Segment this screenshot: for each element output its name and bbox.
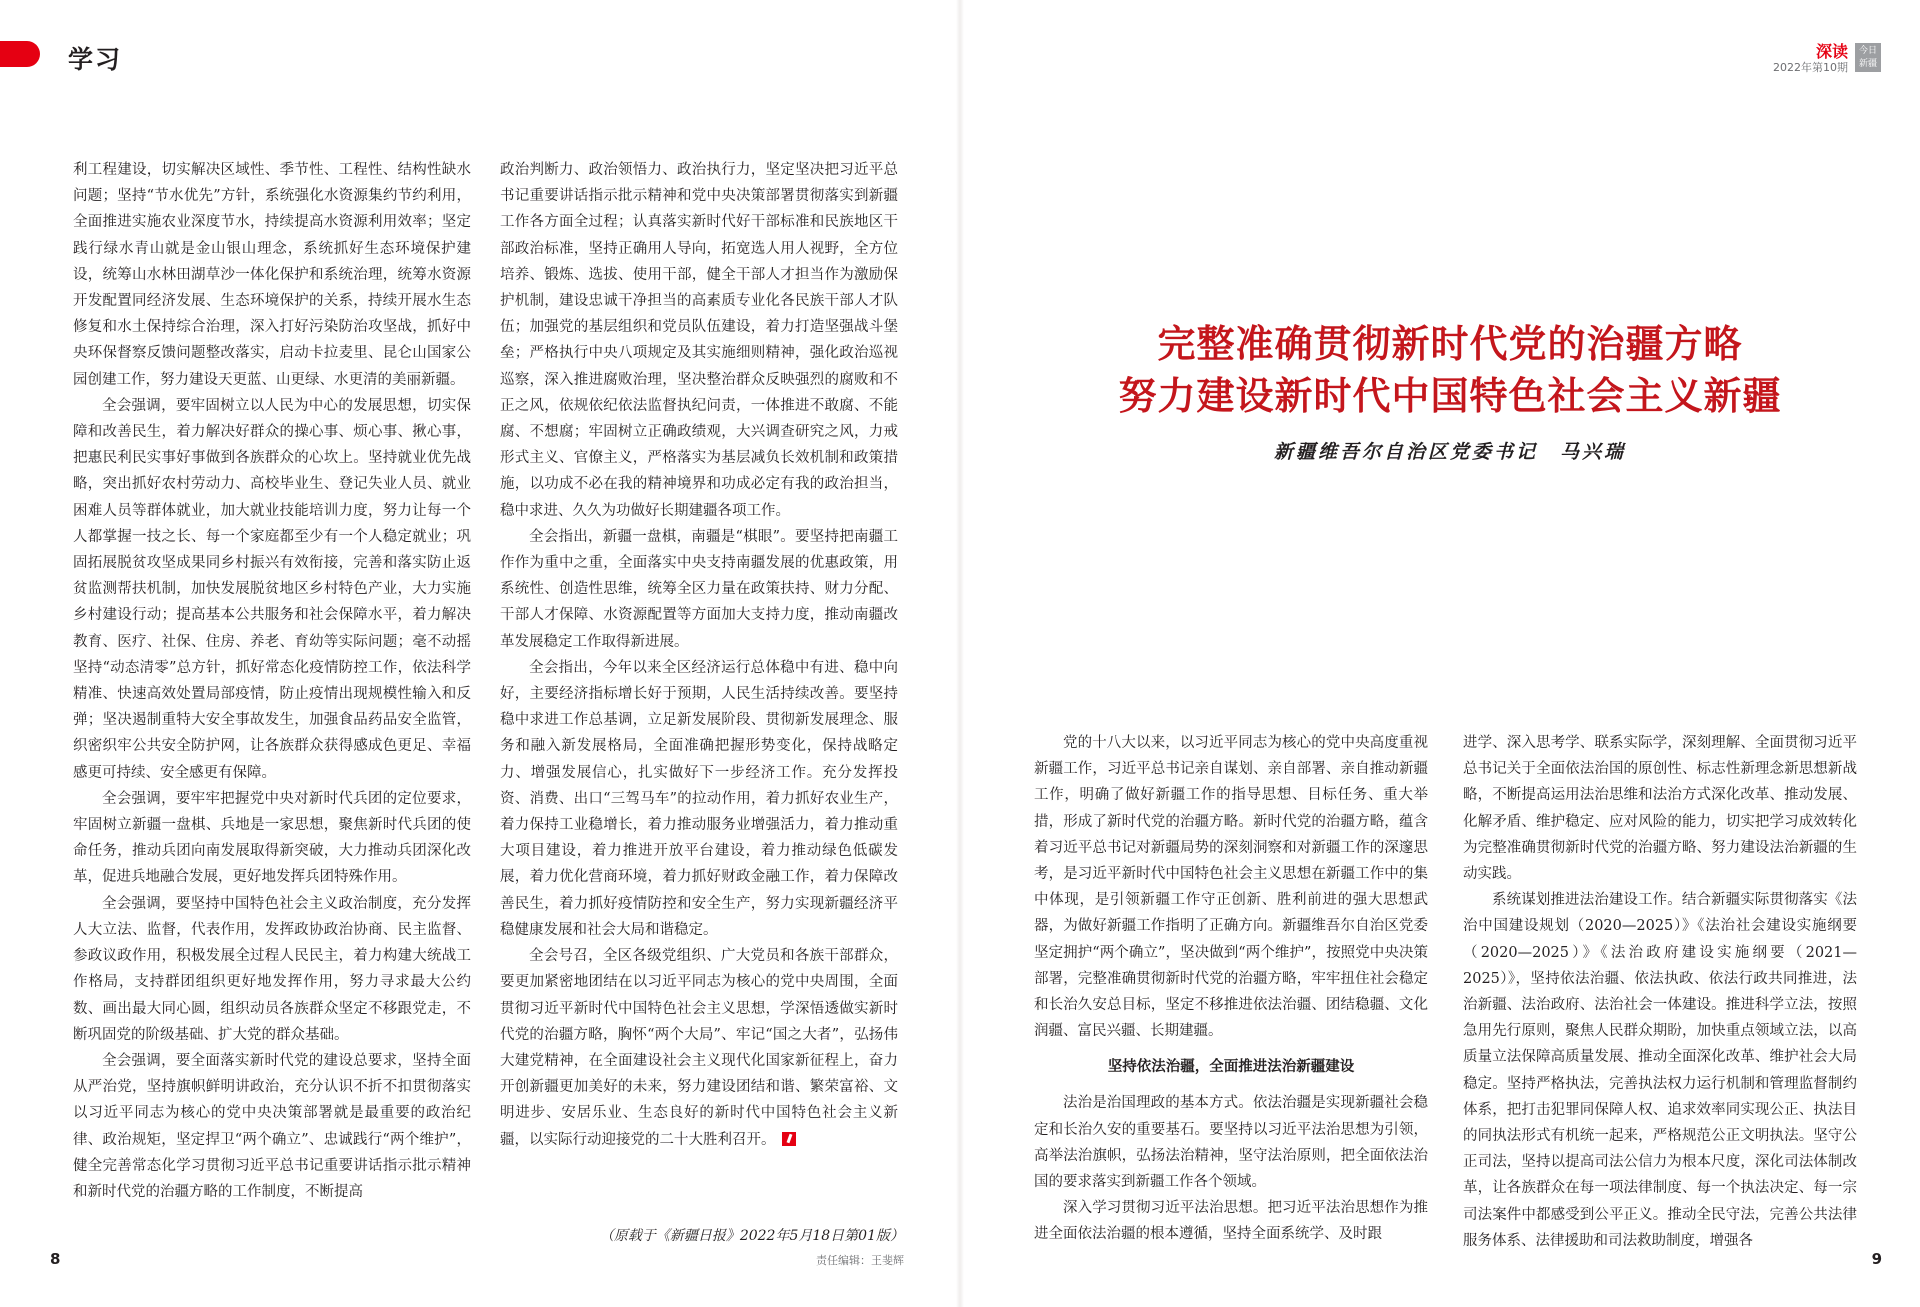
page-number-right: 9 <box>1871 1250 1882 1268</box>
paragraph: 法治是治国理政的基本方式。依法治疆是实现新疆社会稳定和长治久安的重要基石。要坚持以习近平法治思想为引领，高举法治旗帜，弘扬法治精神，坚守法治原则，把全面依法治国的要求落实到新疆工作各个领域。 <box>1034 1095 1428 1191</box>
section-title: 学习 <box>68 45 123 74</box>
magazine-logo <box>1855 43 1881 72</box>
magazine-header <box>1773 43 1881 74</box>
left-page-column-1 <box>73 157 471 1205</box>
paragraph: 系统谋划推进法治建设工作。结合新疆实际贯彻落实《法治中国建设规划（2020—2025）》《法治社会建设实施纲要（2020—2025）》《法治政府建设实施纲要（2021—2025）》，坚持依法治疆、依法执政、依法行政共同推进，法治新疆、法治政府、法治社会一体建设。推进科学立法，按照急用先行原则，聚焦人民群众期盼，加快重点领域立法，以高质量立法保障高质量发展、推动全面深化改革、维护社会大局稳定。坚持严格执法，完善执法权力运行机制和管理监督制约体系，把打击犯罪同保障人权、追求效率同实现公正、执法目的同执法形式有机统一起来，严格规范公正文明执法。坚守公正司法，坚持以提高司法公信力为根本尺度，深化司法体制改革，让各族群众在每一项法律制度、每一个执法决定、每一宗司法案件中都感受到公平正义。推动全民守法，完善公共法律服务体系、法律援助和司法救助制度，增强各 <box>1463 892 1857 1249</box>
header-text-block <box>1773 43 1848 74</box>
article-title <box>1040 318 1860 422</box>
responsible-editor: 责任编辑：王斐辉 <box>816 1254 904 1267</box>
article-end-icon <box>782 1132 796 1146</box>
magazine-logo-text: 今日 新疆 <box>1858 46 1877 69</box>
paragraph: 深入学习贯彻习近平法治思想。把习近平法治思想作为推进全面依法治疆的根本遵循，坚持全面系统学、及时跟 <box>1034 1200 1428 1243</box>
issue-number: 2022年第10期 <box>1773 61 1848 74</box>
paragraph: 政治判断力、政治领悟力、政治执行力，坚定坚决把习近平总书记重要讲话指示批示精神和党中央决策部署贯彻落实到新疆工作各方面全过程；认真落实新时代好干部标准和民族地区干部政治标准，坚持正确用人导向，拓宽选人用人视野，全方位培养、锻炼、选拔、使用干部，健全干部人才担当作为激励保护机制，建设忠诚干净担当的高素质专业化各民族干部人才队伍；加强党的基层组织和党员队伍建设，着力打造坚强战斗堡垒；严格执行中央八项规定及其实施细则精神，强化政治巡视巡察，深入推进腐败治理，坚决整治群众反映强烈的腐败和不正之风，依规依纪依法监督执纪问责，一体推进不敢腐、不能腐、不想腐；牢固树立正确政绩观，大兴调查研究之风，力戒形式主义、官僚主义，严格落实为基层减负长效机制和政策措施，以功成不必在我的精神境界和功成必定有我的政治担当，稳中求进、久久为功做好长期建疆各项工作。 <box>500 162 898 519</box>
paragraph: 全会指出，新疆一盘棋，南疆是“棋眼”。要坚持把南疆工作作为重中之重，全面落实中央支持南疆发展的优惠政策，用系统性、创造性思维，统筹全区力量在政策扶持、财力分配、干部人才保障、水资源配置等方面加大支持力度，推动南疆改革发展稳定工作取得新进展。 <box>500 528 898 650</box>
left-page-column-2 <box>500 157 898 1153</box>
paragraph: 全会强调，要牢固树立以人民为中心的发展思想，切实保障和改善民生，着力解决好群众的操心事、烦心事、揪心事，把惠民利民实事好事做到各族群众的心坎上。坚持就业优先战略，突出抓好农村劳动力、高校毕业生、登记失业人员、就业困难人员等群体就业，加大就业技能培训力度，努力让每一个人都掌握一技之长、每一个家庭都至少有一个人稳定就业；巩固拓展脱贫攻坚成果同乡村振兴有效衔接，完善和落实防止返贫监测帮扶机制，加快发展脱贫地区乡村特色产业，大力实施乡村建设行动；提高基本公共服务和社会保障水平，着力解决教育、医疗、社保、住房、养老、育幼等实际问题；毫不动摇坚持“动态清零”总方针，抓好常态化疫情防控工作，依法科学精准、快速高效处置局部疫情，防止疫情出现规模性输入和反弹；坚决遏制重特大安全事故发生，加强食品药品安全监管，织密织牢公共安全防护网，让各族群众获得感成色更足、幸福感更可持续、安全感更有保障。 <box>73 397 471 781</box>
article-title-line-1: 完整准确贯彻新时代党的治疆方略 <box>1157 322 1743 366</box>
paragraph: 党的十八大以来，以习近平同志为核心的党中央高度重视新疆工作，习近平总书记亲自谋划、亲自部署、亲自推动新疆工作，明确了做好新疆工作的指导思想、目标任务、重大举措，形成了新时代党的治疆方略。新时代党的治疆方略，蕴含着习近平总书记对新疆局势的深刻洞察和对新疆工作的深邃思考，是习近平新时代中国特色社会主义思想在新疆工作中的集中体现，是引领新疆工作守正创新、胜利前进的强大思想武器，为做好新疆工作指明了正确方向。新疆维吾尔自治区党委坚定拥护“两个确立”，坚决做到“两个维护”，按照党中央决策部署，完整准确贯彻新时代党的治疆方略，牢牢扭住社会稳定和长治久安总目标，坚定不移推进依法治疆、团结稳疆、文化润疆、富民兴疆、长期建疆。 <box>1034 735 1428 1040</box>
page-number-left: 8 <box>50 1250 61 1268</box>
right-page-column-2 <box>1463 730 1857 1254</box>
paragraph: 全会强调，要坚持中国特色社会主义政治制度，充分发挥人大立法、监督，代表作用，发挥政协政治协商、民主监督、参政议政作用，积极发展全过程人民民主，着力构建大统战工作格局，支持群团组织更好地发挥作用，努力寻求最大公约数、画出最大同心圆，组织动员各族群众坚定不移跟党走，不断巩固党的阶级基础、扩大党的群众基础。 <box>73 895 471 1043</box>
paragraph-final <box>500 943 898 1153</box>
paragraph: 进学、深入思考学、联系实际学，深刻理解、全面贯彻习近平总书记关于全面依法治国的原创性、标志性新理念新思想新战略，不断提高运用法治思维和法治方式深化改革、推动发展、化解矛盾、维护稳定、应对风险的能力，切实把学习成效转化为完整准确贯彻新时代党的治疆方略、努力建设法治新疆的生动实践。 <box>1463 735 1857 883</box>
paragraph: 利工程建设，切实解决区域性、季节性、工程性、结构性缺水问题；坚持“节水优先”方针，系统强化水资源集约节约利用，全面推进实施农业深度节水，持续提高水资源利用效率；坚定践行绿水青山就是金山银山理念，系统抓好生态环境保护建设，统筹山水林田湖草沙一体化保护和系统治理，统筹水资源开发配置同经济发展、生态环境保护的关系，持续开展水生态修复和水土保持综合治理，深入打好污染防治攻坚战，抓好中央环保督察反馈问题整改落实，启动卡拉麦里、昆仑山国家公园创建工作，努力建设天更蓝、山更绿、水更清的美丽新疆。 <box>73 162 471 388</box>
section-tab-marker <box>0 41 40 67</box>
column-name: 深读 <box>1815 42 1848 61</box>
article-byline: 新疆维吾尔自治区党委书记 马兴瑞 <box>1273 441 1626 463</box>
paragraph: 全会强调，要牢牢把握党中央对新时代兵团的定位要求，牢固树立新疆一盘棋、兵地是一家思想，聚焦新时代兵团的使命任务，推动兵团向南发展取得新突破，大力推动兵团深化改革，促进兵地融合发展，更好地发挥兵团特殊作用。 <box>73 790 471 886</box>
article-title-line-2: 努力建设新时代中国特色社会主义新疆 <box>1118 374 1782 418</box>
section-subheading: 坚持依法治疆，全面推进法治新疆建设 <box>1107 1059 1355 1076</box>
right-page-column-1 <box>1034 730 1428 1248</box>
paragraph-text: 全会号召，全区各级党组织、广大党员和各族干部群众，要更加紧密地团结在以习近平同志为核心的党中央周围，全面贯彻习近平新时代中国特色社会主义思想，学深悟透做实新时代党的治疆方略，胸怀“两个大局”、牢记“国之大者”，弘扬伟大建党精神，在全面建设社会主义现代化国家新征程上，奋力开创新疆更加美好的未来，努力建设团结和谐、繁荣富裕、文明进步、安居乐业、生态良好的新时代中国特色社会主义新疆，以实际行动迎接党的二十大胜利召开。 <box>500 948 898 1148</box>
spread-gutter <box>956 0 964 1307</box>
source-note: （原载于《新疆日报》2022年5月18日第01版） <box>599 1228 904 1244</box>
paragraph: 全会强调，要全面落实新时代党的建设总要求，坚持全面从严治党，坚持旗帜鲜明讲政治，充分认识不折不扣贯彻落实以习近平同志为核心的党中央决策部署就是最重要的政治纪律、政治规矩，坚定捍卫“两个确立”、忠诚践行“两个维护”，健全完善常态化学习贯彻习近平总书记重要讲话指示批示精神和新时代党的治疆方略的工作制度，不断提高 <box>73 1052 471 1200</box>
paragraph: 全会指出，今年以来全区经济运行总体稳中有进、稳中向好，主要经济指标增长好于预期，人民生活持续改善。要坚持稳中求进工作总基调，立足新发展阶段、贯彻新发展理念、服务和融入新发展格局，全面准确把握形势变化，保持战略定力、增强发展信心，扎实做好下一步经济工作。充分发挥投资、消费、出口“三驾马车”的拉动作用，着力抓好农业生产，着力保持工业稳增长，着力推动服务业增强活力，着力推动重大项目建设，着力推进开放平台建设，着力推动绿色低碳发展，着力优化营商环境，着力抓好财政金融工作，着力保障改善民生，着力抓好疫情防控和安全生产，努力实现新疆经济平稳健康发展和社会大局和谐稳定。 <box>500 659 898 938</box>
